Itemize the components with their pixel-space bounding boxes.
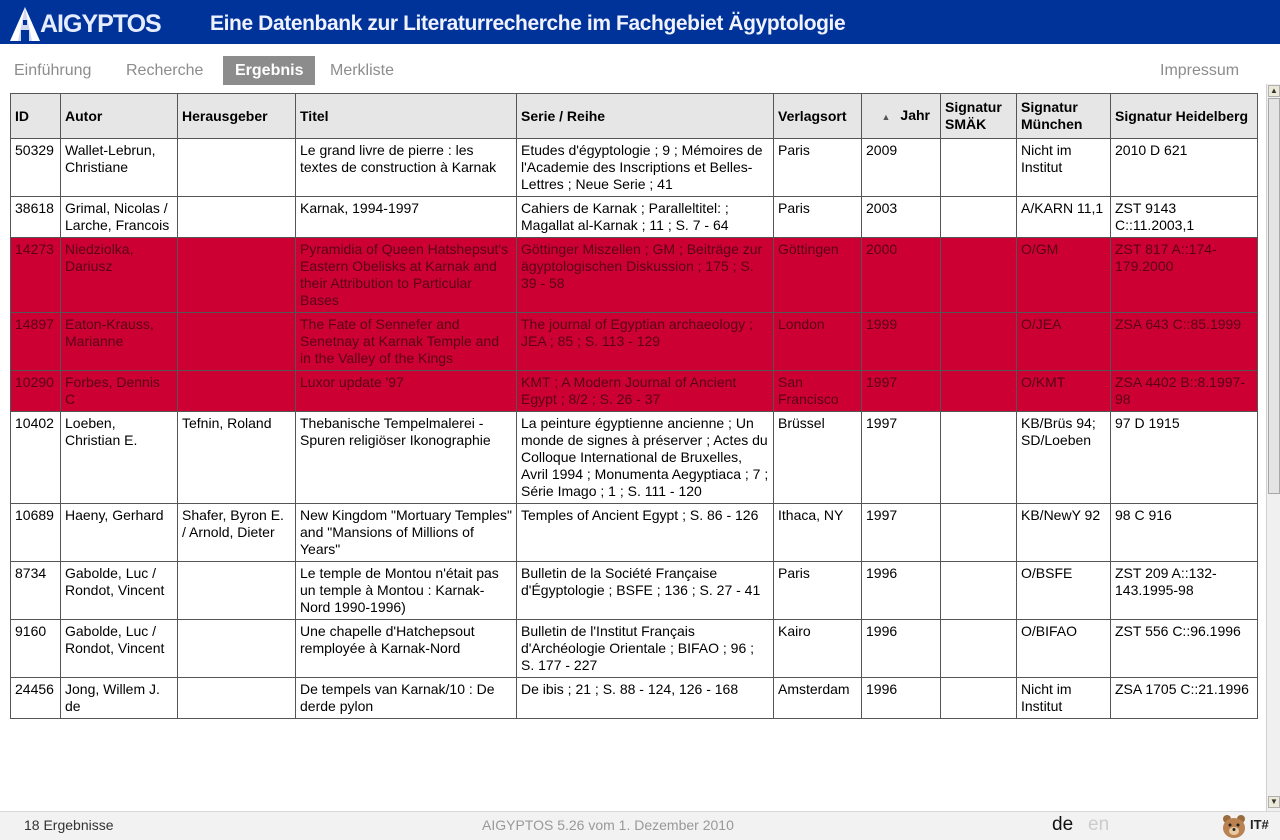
cell-verlagsort: Amsterdam xyxy=(774,678,862,719)
impressum-link[interactable]: Impressum xyxy=(1160,62,1240,79)
cell-signatur-heidelberg: ZST 556 C::96.1996 xyxy=(1111,620,1258,678)
cell-id: 24456 xyxy=(11,678,61,719)
cell-titel: The Fate of Sennefer and Senetnay at Karnak Temple and in the Valley of the Kings xyxy=(296,313,517,371)
sort-ascending-icon: ▲ xyxy=(881,111,891,122)
cell-jahr: 1996 xyxy=(862,562,941,620)
cell-titel: New Kingdom "Mortuary Temples" and "Mansions of Millions of Years" xyxy=(296,504,517,562)
main-nav xyxy=(0,56,1280,86)
col-header-signatur-heidelberg[interactable]: Signatur Heidelberg xyxy=(1111,94,1258,139)
col-header-jahr[interactable] xyxy=(862,94,941,139)
table-row[interactable] xyxy=(11,371,1258,412)
cell-jahr: 1999 xyxy=(862,313,941,371)
cell-signatur-smaek xyxy=(941,313,1017,371)
cell-titel: Karnak, 1994-1997 xyxy=(296,197,517,238)
cell-herausgeber: Shafer, Byron E. / Arnold, Dieter xyxy=(178,504,296,562)
results-table-container xyxy=(10,93,1258,811)
cell-signatur-heidelberg: 97 D 1915 xyxy=(1111,412,1258,504)
col-header-id[interactable]: ID xyxy=(11,94,61,139)
cell-id: 10402 xyxy=(11,412,61,504)
scrollbar-thumb[interactable] xyxy=(1268,98,1280,494)
cell-titel: Une chapelle d'Hatchepsout remployée à Karnak-Nord xyxy=(296,620,517,678)
cell-verlagsort: Paris xyxy=(774,139,862,197)
table-row[interactable] xyxy=(11,504,1258,562)
cell-serie: Bulletin de la Société Française d'Égyptologie ; BSFE ; 136 ; S. 27 - 41 xyxy=(517,562,774,620)
cell-herausgeber xyxy=(178,371,296,412)
cell-titel: Le temple de Montou n'était pas un temple à Montou : Karnak-Nord 1990-1996) xyxy=(296,562,517,620)
cell-herausgeber xyxy=(178,139,296,197)
cell-id: 8734 xyxy=(11,562,61,620)
cell-signatur-smaek xyxy=(941,678,1017,719)
version-info: AIGYPTOS 5.26 vom 1. Dezember 2010 xyxy=(482,817,734,833)
footer xyxy=(0,811,1280,840)
vertical-scrollbar[interactable] xyxy=(1266,84,1280,811)
cell-verlagsort: London xyxy=(774,313,862,371)
cell-serie: De ibis ; 21 ; S. 88 - 124, 126 - 168 xyxy=(517,678,774,719)
cell-serie: Etudes d'égyptologie ; 9 ; Mémoires de l'Academie des Inscriptions et Belles-Lettres ; Neue Serie ; 41 xyxy=(517,139,774,197)
cell-signatur-smaek xyxy=(941,197,1017,238)
cell-signatur-smaek xyxy=(941,238,1017,313)
cell-id: 14273 xyxy=(11,238,61,313)
col-header-serie[interactable]: Serie / Reihe xyxy=(517,94,774,139)
cell-autor: Wallet-Lebrun, Christiane xyxy=(61,139,178,197)
language-de-link[interactable]: de xyxy=(1052,814,1074,835)
cell-autor: Haeny, Gerhard xyxy=(61,504,178,562)
cell-verlagsort: Ithaca, NY xyxy=(774,504,862,562)
cell-signatur-heidelberg: 98 C 916 xyxy=(1111,504,1258,562)
tab-merkliste[interactable]: Merkliste xyxy=(330,62,395,79)
bear-mascot-icon xyxy=(1219,812,1249,839)
cell-id: 14897 xyxy=(11,313,61,371)
table-row[interactable] xyxy=(11,313,1258,371)
cell-signatur-muenchen: O/BSFE xyxy=(1017,562,1111,620)
cell-titel: Le grand livre de pierre : les textes de construction à Karnak xyxy=(296,139,517,197)
cell-autor: Eaton-Krauss, Marianne xyxy=(61,313,178,371)
cell-serie: Temples of Ancient Egypt ; S. 86 - 126 xyxy=(517,504,774,562)
table-row[interactable] xyxy=(11,562,1258,620)
cell-herausgeber: Tefnin, Roland xyxy=(178,412,296,504)
cell-jahr: 1996 xyxy=(862,678,941,719)
cell-verlagsort: Kairo xyxy=(774,620,862,678)
cell-signatur-muenchen: Nicht im Institut xyxy=(1017,139,1111,197)
cell-jahr: 1997 xyxy=(862,504,941,562)
cell-serie: La peinture égyptienne ancienne ; Un monde de signes à préserver ; Actes du Colloque International de Bruxelles, Avril 1994 ; Monumenta Aegyptiaca ; 7 ; Série Imago ; 1 ; S. 111 - 120 xyxy=(517,412,774,504)
cell-id: 38618 xyxy=(11,197,61,238)
cell-jahr: 1997 xyxy=(862,371,941,412)
tab-einfuehrung[interactable]: Einführung xyxy=(14,62,92,79)
cell-id: 10689 xyxy=(11,504,61,562)
cell-id: 10290 xyxy=(11,371,61,412)
cell-herausgeber xyxy=(178,313,296,371)
scroll-up-icon[interactable]: ▲ xyxy=(1268,85,1280,97)
col-header-titel[interactable]: Titel xyxy=(296,94,517,139)
cell-herausgeber xyxy=(178,678,296,719)
it-badge[interactable]: IT# xyxy=(1250,817,1269,832)
cell-signatur-smaek xyxy=(941,620,1017,678)
cell-signatur-smaek xyxy=(941,371,1017,412)
cell-signatur-heidelberg: 2010 D 621 xyxy=(1111,139,1258,197)
cell-signatur-heidelberg: ZST 9143 C::11.2003,1 xyxy=(1111,197,1258,238)
cell-autor: Gabolde, Luc / Rondot, Vincent xyxy=(61,620,178,678)
cell-titel: Thebanische Tempelmalerei - Spuren religiöser Ikonographie xyxy=(296,412,517,504)
cell-autor: Forbes, Dennis C xyxy=(61,371,178,412)
scroll-down-icon[interactable]: ▼ xyxy=(1268,796,1280,808)
cell-signatur-smaek xyxy=(941,504,1017,562)
table-row[interactable] xyxy=(11,412,1258,504)
cell-verlagsort: Paris xyxy=(774,562,862,620)
cell-signatur-muenchen: O/BIFAO xyxy=(1017,620,1111,678)
cell-jahr: 2009 xyxy=(862,139,941,197)
cell-autor: Loeben, Christian E. xyxy=(61,412,178,504)
results-table xyxy=(10,93,1258,719)
col-header-autor[interactable]: Autor xyxy=(61,94,178,139)
cell-id: 9160 xyxy=(11,620,61,678)
cell-signatur-muenchen: KB/Brüs 94; SD/Loeben xyxy=(1017,412,1111,504)
result-count: 18 Ergebnisse xyxy=(24,817,114,833)
cell-herausgeber xyxy=(178,238,296,313)
app-header xyxy=(0,0,1280,44)
cell-signatur-muenchen: O/JEA xyxy=(1017,313,1111,371)
cell-herausgeber xyxy=(178,562,296,620)
cell-titel: Luxor update '97 xyxy=(296,371,517,412)
col-header-herausgeber[interactable]: Herausgeber xyxy=(178,94,296,139)
cell-serie: Cahiers de Karnak ; Paralleltitel: ; Magallat al-Karnak ; 11 ; S. 7 - 64 xyxy=(517,197,774,238)
cell-signatur-heidelberg: ZSA 1705 C::21.1996 xyxy=(1111,678,1258,719)
page-title: Eine Datenbank zur Literaturrecherche im Fachgebiet Ägyptologie xyxy=(210,12,846,35)
cell-signatur-smaek xyxy=(941,412,1017,504)
tab-recherche[interactable]: Recherche xyxy=(126,62,204,79)
cell-autor: Jong, Willem J. de xyxy=(61,678,178,719)
pyramid-logo-icon xyxy=(8,6,42,42)
cell-signatur-muenchen: O/GM xyxy=(1017,238,1111,313)
cell-jahr: 1996 xyxy=(862,620,941,678)
table-row[interactable] xyxy=(11,678,1258,719)
cell-serie: Bulletin de l'Institut Français d'Archéologie Orientale ; BIFAO ; 96 ; S. 177 - 227 xyxy=(517,620,774,678)
col-header-verlagsort[interactable]: Verlagsort xyxy=(774,94,862,139)
cell-serie: Göttinger Miszellen ; GM ; Beiträge zur ägyptologischen Diskussion ; 175 ; S. 39 - 58 xyxy=(517,238,774,313)
logo-text: AIGYPTOS xyxy=(40,10,161,38)
table-header-row xyxy=(11,94,1258,139)
col-header-signatur-muenchen[interactable]: Signatur München xyxy=(1017,94,1111,139)
cell-signatur-muenchen: Nicht im Institut xyxy=(1017,678,1111,719)
language-en-link[interactable]: en xyxy=(1088,814,1110,835)
table-row[interactable] xyxy=(11,139,1258,197)
cell-verlagsort: Brüssel xyxy=(774,412,862,504)
tab-ergebnis[interactable]: Ergebnis xyxy=(223,56,315,85)
cell-titel: De tempels van Karnak/10 : De derde pylon xyxy=(296,678,517,719)
aigyptos-logo[interactable] xyxy=(8,2,161,42)
cell-serie: The journal of Egyptian archaeology ; JEA ; 85 ; S. 113 - 129 xyxy=(517,313,774,371)
cell-verlagsort: Göttingen xyxy=(774,238,862,313)
cell-verlagsort: San Francisco xyxy=(774,371,862,412)
cell-id: 50329 xyxy=(11,139,61,197)
cell-signatur-smaek xyxy=(941,562,1017,620)
col-header-signatur-smaek[interactable]: Signatur SMÄK xyxy=(941,94,1017,139)
cell-signatur-muenchen: KB/NewY 92 xyxy=(1017,504,1111,562)
cell-signatur-muenchen: O/KMT xyxy=(1017,371,1111,412)
cell-herausgeber xyxy=(178,197,296,238)
table-row[interactable] xyxy=(11,238,1258,313)
cell-signatur-heidelberg: ZST 209 A::132-143.1995-98 xyxy=(1111,562,1258,620)
cell-serie: KMT ; A Modern Journal of Ancient Egypt ; 8/2 ; S. 26 - 37 xyxy=(517,371,774,412)
table-row[interactable] xyxy=(11,620,1258,678)
cell-jahr: 2000 xyxy=(862,238,941,313)
cell-verlagsort: Paris xyxy=(774,197,862,238)
table-row[interactable] xyxy=(11,197,1258,238)
cell-signatur-heidelberg: ZSA 4402 B::8.1997-98 xyxy=(1111,371,1258,412)
cell-herausgeber xyxy=(178,620,296,678)
cell-signatur-heidelberg: ZST 817 A::174-179.2000 xyxy=(1111,238,1258,313)
cell-autor: Gabolde, Luc / Rondot, Vincent xyxy=(61,562,178,620)
cell-autor: Grimal, Nicolas / Larche, Francois xyxy=(61,197,178,238)
cell-signatur-heidelberg: ZSA 643 C::85.1999 xyxy=(1111,313,1258,371)
cell-jahr: 2003 xyxy=(862,197,941,238)
cell-signatur-smaek xyxy=(941,139,1017,197)
cell-autor: Niedziolka, Dariusz xyxy=(61,238,178,313)
cell-signatur-muenchen: A/KARN 11,1 xyxy=(1017,197,1111,238)
col-header-jahr-label: Jahr xyxy=(900,106,930,123)
cell-jahr: 1997 xyxy=(862,412,941,504)
cell-titel: Pyramidia of Queen Hatshepsut's Eastern Obelisks at Karnak and their Attribution to Particular Bases xyxy=(296,238,517,313)
